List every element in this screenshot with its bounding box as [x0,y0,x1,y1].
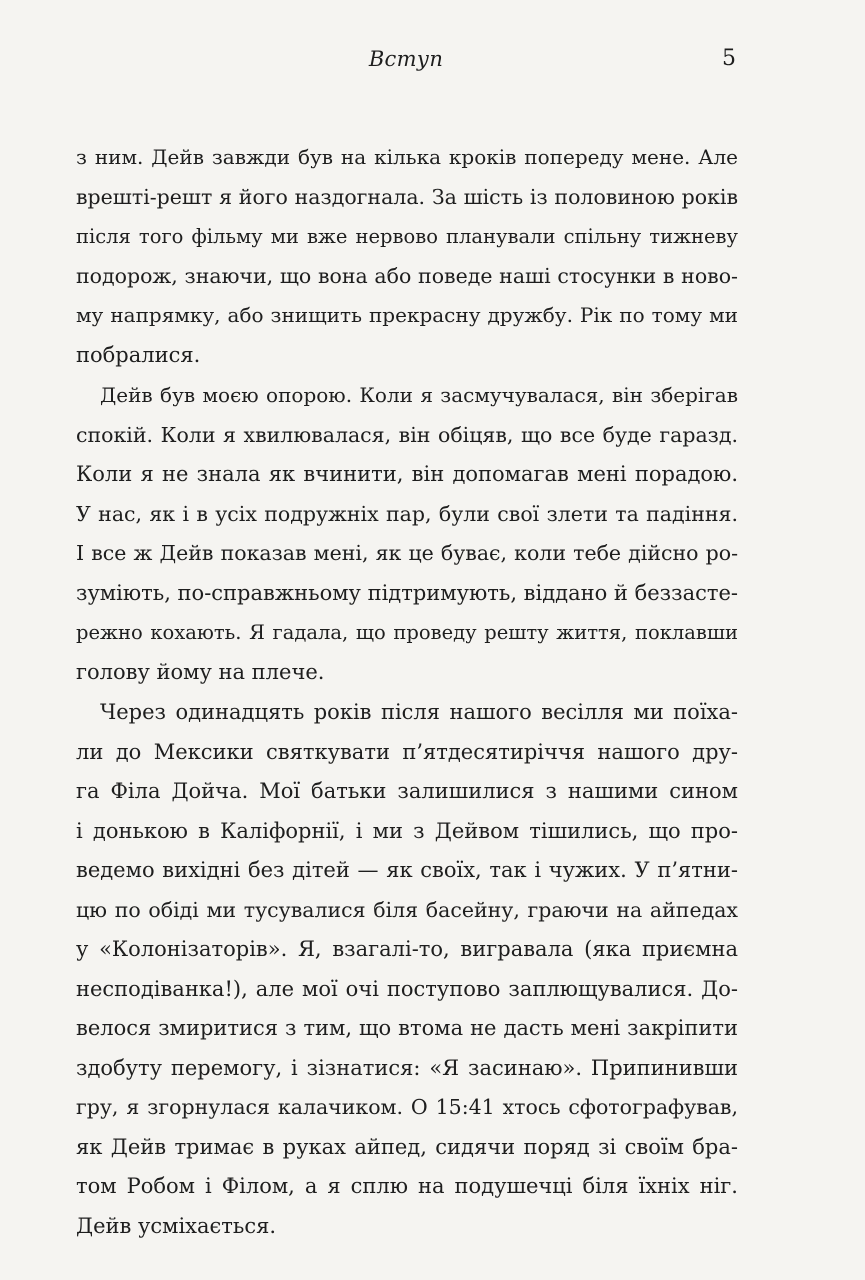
page-number: 5 [722,46,736,71]
text-line: велося змиритися з тим, що втома не дасть мені закріпити [76,1016,738,1040]
text-line: цю по обіді ми тусувалися біля басейну, граючи на айпедах [76,897,738,922]
text-line: му напрямку, або знищить прекрасну дружбу. Рік по тому ми [76,303,738,327]
text-line: голову йому на плече. [76,659,325,684]
text-line: том Робом і Філом, а я сплю на подушечці біля їхніх ніг. [76,1174,738,1198]
running-head [76,44,736,74]
text-line: і донькою в Каліфорнії, і ми з Дейвом тішились, що про- [76,818,738,843]
text-line: Коли я не знала як вчинити, він допомагав мені порадою. [76,462,738,486]
text-line: Дейв був моєю опорою. Коли я засмучувалася, він зберігав [100,383,738,407]
text-line: У нас, як і в усіх подружніх пар, були свої злети та падіння. [76,501,738,526]
paragraph-3 [76,693,738,1246]
text-line: побралися. [76,342,201,367]
text-line: подорож, знаючи, що вона або поведе наші стосунки в ново- [76,263,738,288]
text-line: з ним. Дейв завжди був на кілька кроків попереду мене. Але [76,145,738,169]
text-line: після того фільму ми вже нервово планували спільну тижневу [76,225,738,248]
text-line: гру, я згорнулася калачиком. О 15:41 хтось сфотографував, [76,1095,738,1119]
text-line: І все ж Дейв показав мені, як це буває, коли тебе дійсно ро- [76,541,738,565]
paragraph-1 [76,138,738,375]
text-line: ведемо вихідні без дітей — як своїх, так і чужих. У п’ятни- [76,858,738,882]
text-line: здобуту перемогу, і зізнатися: «Я засинаю». Припинивши [76,1055,738,1080]
text-line: га Філа Дойча. Мої батьки залишилися з нашими сином [76,779,738,803]
text-line: Через одинадцять років після нашого весілля ми поїха- [100,700,738,724]
text-line: як Дейв тримає в руках айпед, сидячи поряд зі своїм бра- [76,1134,738,1159]
body-text [76,138,738,1246]
text-line: у «Колонізаторів». Я, взагалі-то, вигравала (яка приємна [76,937,738,961]
paragraph-2 [76,376,738,692]
chapter-title: Вступ [368,47,444,71]
text-line: режно кохають. Я гадала, що проведу решту життя, поклавши [76,621,738,644]
text-line: спокій. Коли я хвилювалася, він обіцяв, що все буде гаразд. [76,422,738,447]
text-line: ли до Мексики святкувати п’ятдесятиріччя нашого дру- [76,739,738,764]
text-line: врешті-решт я його наздогнала. За шість із половиною років [76,184,738,209]
text-line: Дейв усміхається. [76,1213,277,1238]
text-line: несподіванка!), але мої очі поступово заплющувалися. До- [76,976,738,1001]
text-line: зуміють, по-справжньому підтримують, віддано й беззасте- [76,580,738,605]
